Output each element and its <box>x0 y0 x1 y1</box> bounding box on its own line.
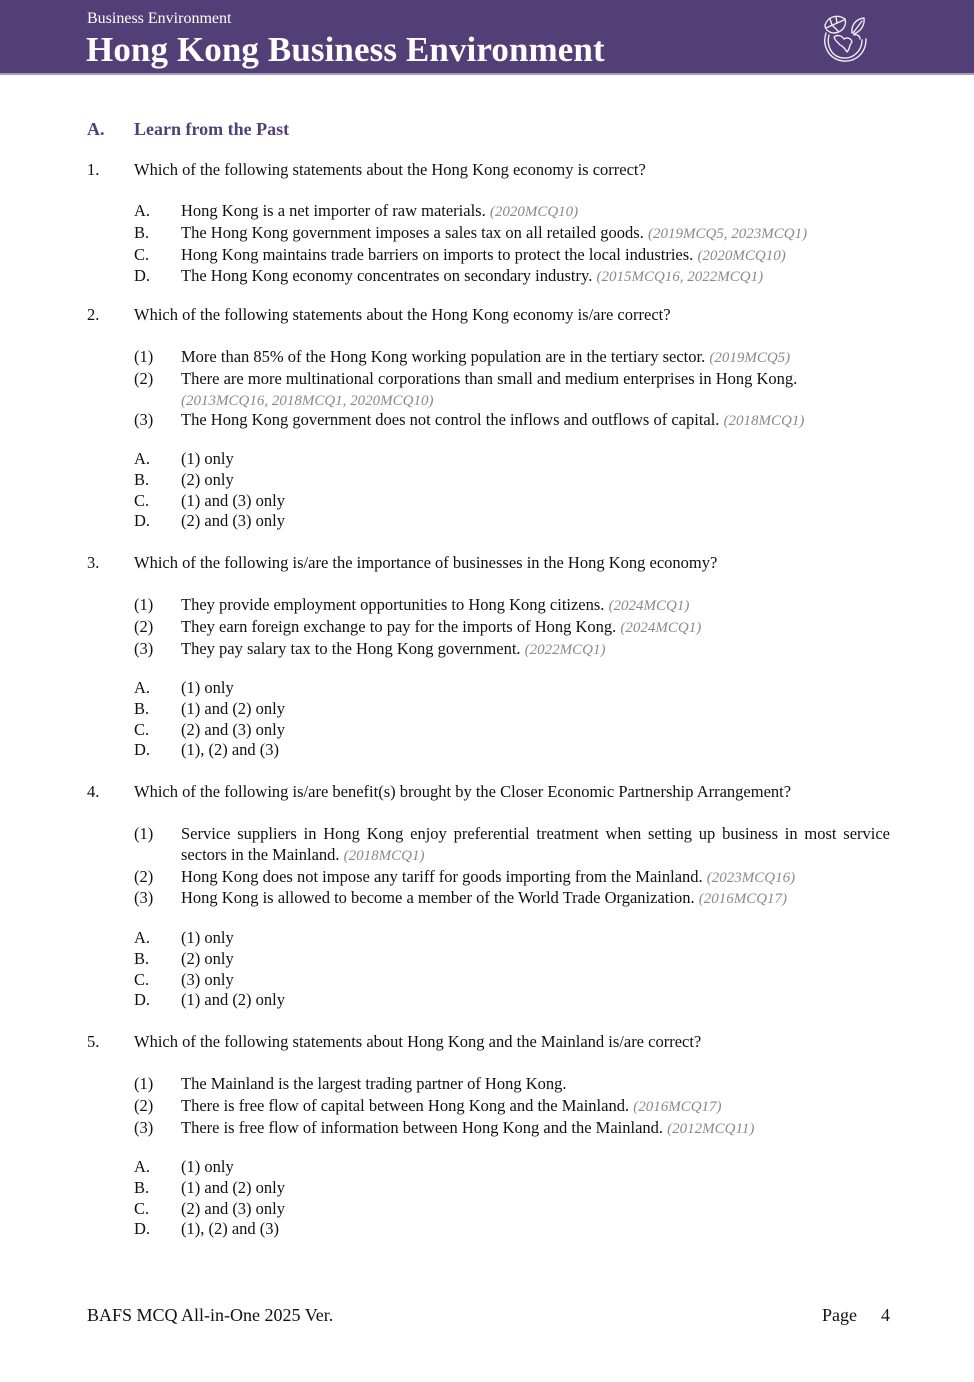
option-d <box>134 266 890 288</box>
exam-reference: (2012MCQ11) <box>667 1120 755 1137</box>
option-text: (1) and (2) only <box>181 1177 286 1197</box>
statement-text: They provide employment opportunities to Hong Kong citizens. <box>181 595 605 614</box>
question-stem: Which of the following is/are the importance of businesses in the Hong Kong economy? <box>134 553 718 572</box>
question-number: 2. <box>87 305 100 324</box>
option-text: (2) only <box>181 948 234 968</box>
page-title: Hong Kong Business Environment <box>86 30 605 69</box>
option-text: (1) and (3) only <box>181 490 286 510</box>
option-label: A. <box>134 1157 151 1176</box>
option-b <box>134 949 890 970</box>
statement-text: The Mainland is the largest trading partner of Hong Kong. <box>181 1074 567 1093</box>
option-b <box>134 470 890 491</box>
option-label: C. <box>134 969 150 989</box>
option-label: A. <box>134 449 151 468</box>
statement-label: (2) <box>134 368 154 388</box>
option-d <box>134 1219 890 1240</box>
answer-options <box>134 928 890 1011</box>
option-label: C. <box>134 1198 150 1218</box>
option-text: (1) only <box>181 928 234 947</box>
option-label: B. <box>134 222 150 242</box>
option-label: A. <box>134 201 151 220</box>
option-text: Hong Kong is a net importer of raw materials. <box>181 201 486 220</box>
option-label: B. <box>134 948 150 968</box>
question-number: 4. <box>87 782 100 801</box>
statement-label: (3) <box>134 638 154 658</box>
statement-label: (3) <box>134 410 154 430</box>
option-text: Hong Kong maintains trade barriers on imports to protect the local industries. <box>181 244 694 264</box>
option-c <box>134 720 890 741</box>
option-label: B. <box>134 698 150 718</box>
statement-text: There is free flow of information between Hong Kong and the Mainland. <box>181 1117 664 1137</box>
option-a <box>134 1157 890 1178</box>
page-number: 4 <box>881 1305 890 1325</box>
option-label: D. <box>134 1219 151 1239</box>
option-d <box>134 511 890 532</box>
statement-3 <box>134 410 890 432</box>
page-label: Page <box>822 1305 857 1325</box>
statement-text: There is free flow of capital between Hong Kong and the Mainland. <box>181 1095 630 1115</box>
option-text: (1) and (2) only <box>181 990 286 1010</box>
statement-3 <box>134 639 890 661</box>
section-title: Learn from the Past <box>134 119 290 139</box>
statements <box>134 347 890 432</box>
statement-text: The Hong Kong government does not control the inflows and outflows of capital. <box>181 410 720 430</box>
statement-label: (3) <box>134 888 154 908</box>
option-text: (1), (2) and (3) <box>181 1219 280 1239</box>
option-d <box>134 740 890 761</box>
exam-reference: (2024MCQ1) <box>620 619 702 636</box>
statement-text: Hong Kong does not impose any tariff for goods importing from the Mainland. <box>181 866 703 886</box>
statement-1 <box>134 1074 890 1096</box>
question-number: 1. <box>87 160 100 179</box>
statement-1 <box>134 824 890 867</box>
option-c <box>134 491 890 512</box>
statement-text: There are more multinational corporations than small and medium enterprises in Hong Kong. <box>181 368 798 388</box>
statements <box>134 1074 890 1139</box>
option-c <box>134 245 890 267</box>
exam-reference: (2013MCQ16, 2018MCQ1, 2020MCQ10) <box>181 392 434 409</box>
question-number: 3. <box>87 553 100 572</box>
section-letter: A. <box>87 119 105 139</box>
statement-label: (2) <box>134 866 154 886</box>
question-stem: Which of the following is/are benefit(s) brought by the Closer Economic Partnership Arrangement? <box>134 782 792 801</box>
option-c <box>134 1199 890 1220</box>
option-d <box>134 990 890 1011</box>
question-stem: Which of the following statements about the Hong Kong economy is/are correct? <box>134 305 671 324</box>
statement-2 <box>134 867 890 889</box>
statement-2 <box>134 369 890 411</box>
option-a <box>134 678 890 699</box>
option-a <box>134 449 890 470</box>
footer-book-title: BAFS MCQ All-in-One 2025 Ver. <box>87 1305 334 1325</box>
question-stem: Which of the following statements about the Hong Kong economy is correct? <box>134 160 646 179</box>
option-text: (2) and (3) only <box>181 1198 286 1218</box>
exam-reference: (2016MCQ17) <box>633 1098 722 1115</box>
statement-label: (3) <box>134 1117 154 1137</box>
option-text: (1) only <box>181 449 234 468</box>
statement-3 <box>134 1118 890 1140</box>
option-b <box>134 1178 890 1199</box>
header-subtitle: Business Environment <box>87 10 232 27</box>
option-text: (2) and (3) only <box>181 511 286 531</box>
exam-reference: (2018MCQ1) <box>723 413 805 430</box>
option-text: (1) and (2) only <box>181 698 286 718</box>
statements <box>134 824 890 910</box>
option-b <box>134 699 890 720</box>
exam-reference: (2020MCQ10) <box>489 204 579 220</box>
statement-text: More than 85% of the Hong Kong working population are in the tertiary sector. <box>181 347 706 366</box>
statement-1 <box>134 347 890 369</box>
option-label: D. <box>134 511 151 531</box>
option-text: (1) only <box>181 1157 234 1176</box>
option-text: (3) only <box>181 969 234 989</box>
statement-3 <box>134 888 890 910</box>
statement-2 <box>134 617 890 639</box>
option-a <box>134 928 890 949</box>
answer-options <box>134 678 890 761</box>
option-label: C. <box>134 490 150 510</box>
option-text: (2) only <box>181 469 234 489</box>
exam-reference: (2022MCQ1) <box>524 641 606 658</box>
statement-label: (1) <box>134 1074 154 1093</box>
exam-reference: (2015MCQ16, 2022MCQ1) <box>596 269 764 286</box>
answer-options <box>134 1157 890 1240</box>
statement-2 <box>134 1096 890 1118</box>
option-label: D. <box>134 266 151 286</box>
option-text: The Hong Kong economy concentrates on secondary industry. <box>181 266 593 286</box>
option-text: (1), (2) and (3) <box>181 740 280 760</box>
option-text: (2) and (3) only <box>181 719 286 739</box>
option-b <box>134 223 890 245</box>
answer-options <box>134 201 890 288</box>
option-label: A. <box>134 928 151 947</box>
option-label: D. <box>134 990 151 1010</box>
exam-reference: (2024MCQ1) <box>608 598 690 614</box>
exam-reference: (2018MCQ1) <box>343 847 425 864</box>
option-text: (1) only <box>181 678 234 697</box>
question-number: 5. <box>87 1032 100 1051</box>
option-label: A. <box>134 678 151 697</box>
option-a <box>134 201 890 223</box>
option-label: B. <box>134 1177 150 1197</box>
statement-label: (2) <box>134 616 154 636</box>
statement-text: They pay salary tax to the Hong Kong government. <box>181 638 521 658</box>
statement-label: (2) <box>134 1095 154 1115</box>
statement-text: Hong Kong is allowed to become a member of the World Trade Organization. <box>181 888 695 908</box>
statement-text: Service suppliers in Hong Kong enjoy preferential treatment when setting up business in most service sectors in the Mainland. <box>181 824 890 864</box>
option-label: D. <box>134 740 151 760</box>
globe-leaf-icon <box>816 9 874 65</box>
statement-label: (1) <box>134 824 154 843</box>
exam-reference: (2016MCQ17) <box>698 891 788 908</box>
statements <box>134 595 890 660</box>
statement-1 <box>134 595 890 617</box>
statement-label: (1) <box>134 595 154 614</box>
exam-reference: (2023MCQ16) <box>706 869 796 886</box>
header-banner <box>0 0 974 75</box>
option-label: C. <box>134 719 150 739</box>
question-stem: Which of the following statements about Hong Kong and the Mainland is/are correct? <box>134 1032 702 1051</box>
option-label: C. <box>134 244 150 264</box>
exam-reference: (2019MCQ5, 2023MCQ1) <box>647 225 808 242</box>
exam-reference: (2019MCQ5) <box>709 350 791 366</box>
option-label: B. <box>134 469 150 489</box>
statement-text: They earn foreign exchange to pay for the imports of Hong Kong. <box>181 616 617 636</box>
option-text: The Hong Kong government imposes a sales tax on all retailed goods. <box>181 222 644 242</box>
exam-reference: (2020MCQ10) <box>697 247 786 264</box>
option-c <box>134 970 890 991</box>
answer-options <box>134 449 890 532</box>
statement-label: (1) <box>134 347 154 366</box>
